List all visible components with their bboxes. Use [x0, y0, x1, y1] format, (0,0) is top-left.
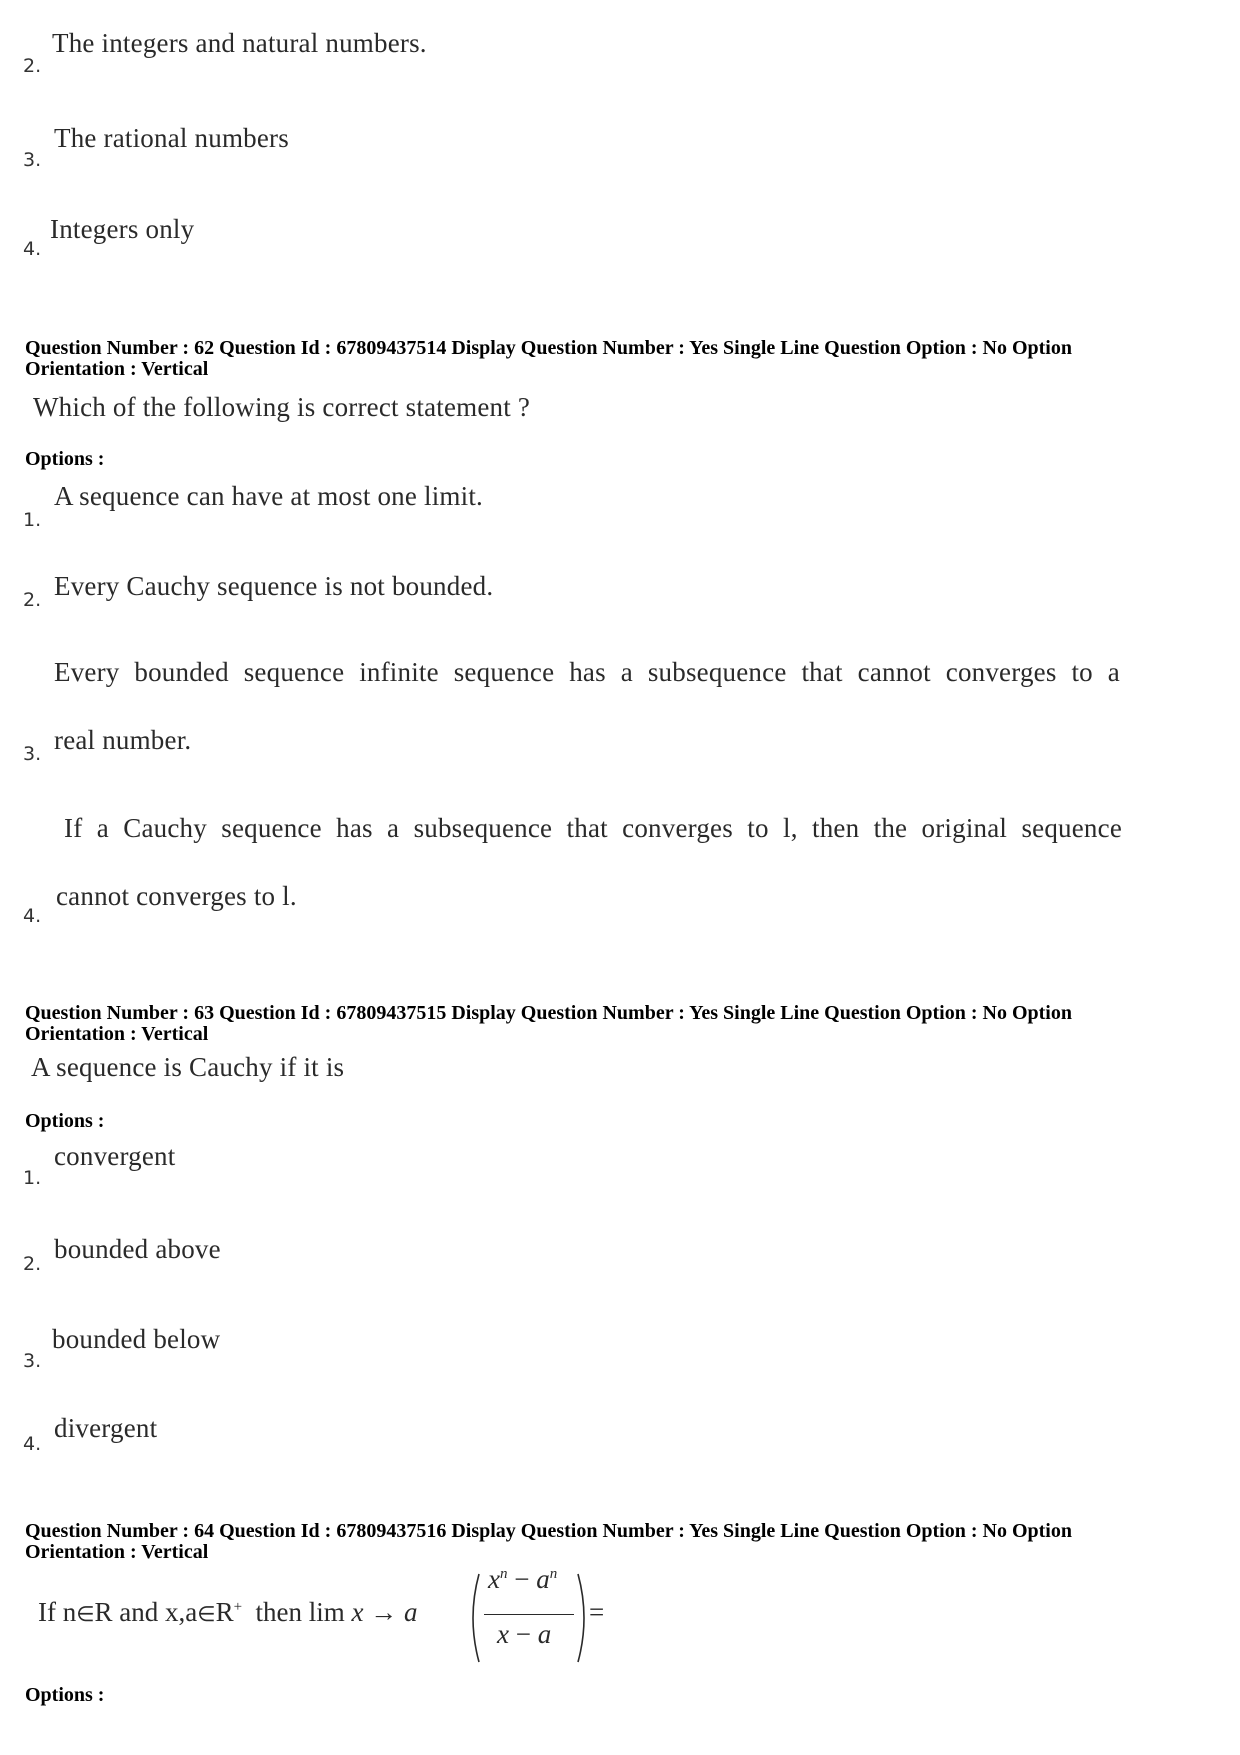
question-meta-orientation: Orientation : Vertical [25, 1541, 209, 1563]
option-text: Every Cauchy sequence is not bounded. [54, 571, 494, 601]
option-text: bounded above [54, 1234, 221, 1264]
fraction-denominator: x − a [497, 1619, 552, 1649]
option-number: 1. [23, 509, 42, 531]
option-text-line2: cannot converges to l. [56, 881, 297, 911]
element-of-symbol: ∈ [197, 1602, 216, 1626]
option-number: 2. [23, 55, 42, 77]
fraction-bar [484, 1614, 574, 1615]
formula-a: a [404, 1597, 418, 1627]
options-label: Options : [25, 448, 105, 470]
question-meta: Question Number : 62 Question Id : 67809437514 Display Question Number : Yes Single Line Question Option : No Option [25, 337, 1072, 359]
formula-then-lim: then lim [255, 1597, 345, 1627]
option-number: 4. [23, 1433, 42, 1455]
option-number: 4. [23, 238, 42, 260]
formula-plus: + [233, 1599, 243, 1615]
formula-text [38, 1597, 418, 1628]
option-text: convergent [54, 1141, 176, 1171]
option-text: Integers only [50, 214, 195, 244]
options-label: Options : [25, 1110, 105, 1132]
option-number: 3. [23, 149, 42, 171]
option-number: 3. [23, 743, 42, 765]
question-meta-orientation: Orientation : Vertical [25, 358, 209, 380]
options-label: Options : [25, 1684, 105, 1706]
equals-symbol: = [589, 1597, 605, 1627]
option-number: 4. [23, 905, 42, 927]
question-meta-orientation: Orientation : Vertical [25, 1023, 209, 1045]
option-text: The integers and natural numbers. [52, 28, 427, 58]
option-text-line1: If a Cauchy sequence has a subsequence that converges to l, then the original sequence [64, 813, 1122, 843]
formula-r-and: R and x,a [94, 1597, 198, 1627]
arrow-symbol: → [370, 1597, 398, 1627]
question-meta: Question Number : 63 Question Id : 67809437515 Display Question Number : Yes Single Line Question Option : No Option [25, 1002, 1072, 1024]
element-of-symbol: ∈ [76, 1602, 95, 1626]
option-text: A sequence can have at most one limit. [54, 481, 483, 511]
formula-r: R [215, 1597, 234, 1627]
formula-if-n: If n [38, 1597, 77, 1627]
left-paren [465, 1572, 483, 1664]
option-number: 1. [23, 1167, 42, 1189]
fraction-numerator: $x^n - a^n$ [488, 1564, 558, 1594]
option-number: 2. [23, 589, 42, 611]
option-text-line2: real number. [54, 725, 192, 755]
question-text: Which of the following is correct statement ? [33, 392, 531, 422]
option-number: 3. [23, 1350, 42, 1372]
question-text: A sequence is Cauchy if it is [31, 1052, 345, 1082]
option-text-line1: Every bounded sequence infinite sequence has a subsequence that cannot converges to a [54, 657, 1120, 687]
option-text: bounded below [52, 1324, 221, 1354]
option-text: divergent [54, 1413, 158, 1443]
question-meta: Question Number : 64 Question Id : 67809437516 Display Question Number : Yes Single Line Question Option : No Option [25, 1520, 1072, 1542]
option-number: 2. [23, 1253, 42, 1275]
formula-x: x [351, 1597, 364, 1627]
option-text: The rational numbers [54, 123, 289, 153]
